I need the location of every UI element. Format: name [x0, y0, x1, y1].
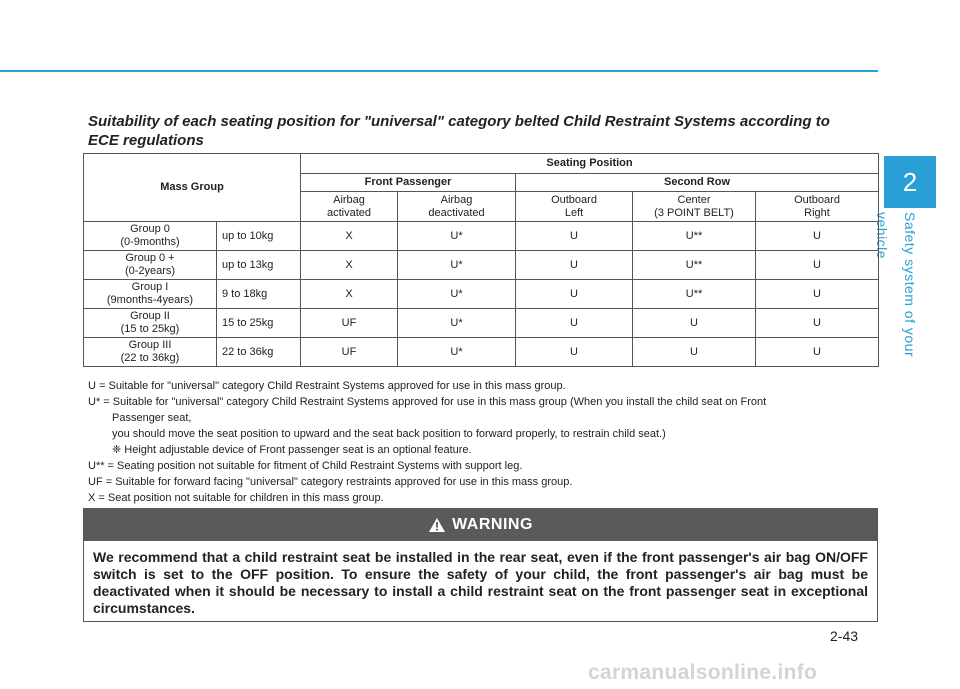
value-cell: U*: [398, 309, 516, 338]
value-cell: U: [756, 222, 879, 251]
table-row: [84, 222, 879, 251]
subheader-airbag-activated: Airbag activated: [301, 192, 398, 222]
value-cell: U*: [398, 338, 516, 367]
table-row: [84, 280, 879, 309]
value-cell: U*: [398, 280, 516, 309]
mass-group-cell: Group III (22 to 36kg): [84, 338, 217, 367]
weight-cell: 15 to 25kg: [217, 309, 301, 338]
suitability-table: [83, 153, 879, 367]
weight-cell: 22 to 36kg: [217, 338, 301, 367]
value-cell: U: [516, 280, 633, 309]
section-heading: Suitability of each seating position for "universal" category belted Child Restraint Systems according to ECE regulations: [88, 113, 830, 149]
note-u-double-star: U** = Seating position not suitable for fitment of Child Restraint Systems with support leg.: [88, 460, 523, 472]
mass-group-header: Mass Group: [84, 154, 301, 222]
value-cell: U: [516, 251, 633, 280]
warning-triangle-icon: [428, 517, 446, 533]
note-height-adjustable: ❈ Height adjustable device of Front passenger seat is an optional feature.: [112, 444, 472, 456]
value-cell: X: [301, 280, 398, 309]
value-cell: U**: [633, 280, 756, 309]
page-number: 2-43: [830, 628, 859, 644]
warning-title: WARNING: [452, 516, 533, 533]
warning-text: We recommend that a child restraint seat be installed in the rear seat, even if the front passenger's air bag ON/OFF switch is set to the OFF position. To ensure the safety of your child, the front passenger's air bag must be deactivated when it should be necessary to install a child restraint seat on the front passenger seat in exceptional circumstances.: [93, 549, 868, 616]
value-cell: U*: [398, 222, 516, 251]
mass-group-cell: Group 0 (0-9months): [84, 222, 217, 251]
warning-header: [84, 509, 877, 541]
note-u-star-continued: Passenger seat,: [112, 412, 192, 424]
value-cell: U**: [633, 222, 756, 251]
table-row: [84, 309, 879, 338]
value-cell: U: [756, 251, 879, 280]
legend-notes: [88, 378, 878, 506]
value-cell: X: [301, 222, 398, 251]
mass-group-cell: Group 0 + (0-2years): [84, 251, 217, 280]
value-cell: U: [756, 338, 879, 367]
front-passenger-header: Front Passenger: [301, 174, 516, 192]
table-row: [84, 251, 879, 280]
subheader-outboard-right: Outboard Right: [756, 192, 879, 222]
note-x: X = Seat position not suitable for children in this mass group.: [88, 492, 384, 504]
value-cell: UF: [301, 309, 398, 338]
note-uf: UF = Suitable for forward facing "universal" category restraints approved for use in this mass group.: [88, 476, 573, 488]
value-cell: U: [516, 309, 633, 338]
value-cell: U: [633, 338, 756, 367]
watermark: carmanualsonline.info: [588, 661, 818, 684]
value-cell: U: [516, 222, 633, 251]
note-u-star-continued: you should move the seat position to upward and the seat back position to forward properly, to restrain child seat.): [112, 428, 666, 440]
chapter-title: Safety system of your vehicle: [874, 212, 918, 358]
warning-box: [83, 508, 878, 622]
note-u: U = Suitable for "universal" category Child Restraint Systems approved for use in this mass group.: [88, 380, 566, 392]
mass-group-cell: Group I (9months-4years): [84, 280, 217, 309]
subheader-airbag-deactivated: Airbag deactivated: [398, 192, 516, 222]
value-cell: U: [516, 338, 633, 367]
value-cell: U*: [398, 251, 516, 280]
note-u-star: U* = Suitable for "universal" category Child Restraint Systems approved for use in this mass group (When you install the child seat on Front: [88, 396, 767, 408]
second-row-header: Second Row: [516, 174, 879, 192]
subheader-outboard-left: Outboard Left: [516, 192, 633, 222]
value-cell: UF: [301, 338, 398, 367]
value-cell: U: [756, 280, 879, 309]
chapter-tab: [884, 156, 936, 208]
value-cell: X: [301, 251, 398, 280]
value-cell: U**: [633, 251, 756, 280]
value-cell: U: [756, 309, 879, 338]
subheader-center: Center (3 POINT BELT): [633, 192, 756, 222]
mass-group-cell: Group II (15 to 25kg): [84, 309, 217, 338]
seating-position-header: Seating Position: [301, 154, 879, 174]
chapter-number: 2: [902, 166, 918, 197]
weight-cell: up to 13kg: [217, 251, 301, 280]
weight-cell: 9 to 18kg: [217, 280, 301, 309]
table-row: [84, 338, 879, 367]
top-rule: [0, 70, 878, 72]
value-cell: U: [633, 309, 756, 338]
weight-cell: up to 10kg: [217, 222, 301, 251]
